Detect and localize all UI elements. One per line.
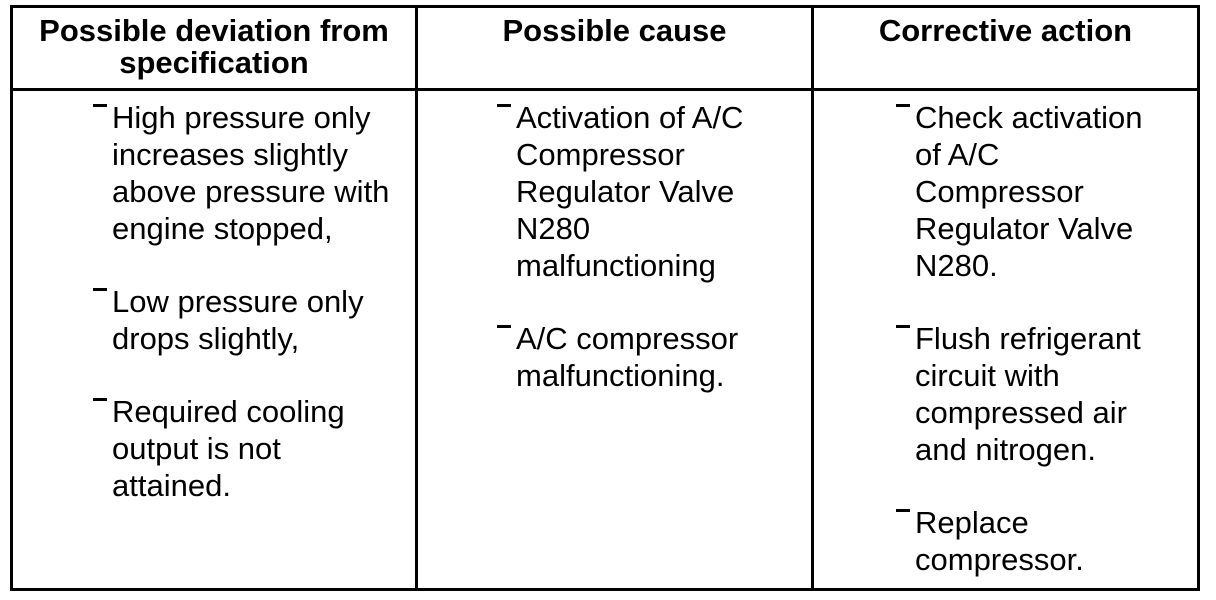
dash-bullet-icon — [896, 509, 910, 512]
dash-bullet-icon — [93, 398, 107, 401]
list-item — [112, 283, 415, 357]
list-item — [112, 393, 415, 504]
dash-bullet-icon — [896, 104, 910, 107]
list-item-text: Required cooling output is not attained. — [112, 394, 345, 503]
list-item — [915, 320, 1197, 468]
dash-bullet-icon — [93, 288, 107, 291]
header-action — [814, 8, 1197, 88]
list-item-text: Activation of A/C Compressor Regulator Valve N280 malfunctioning — [516, 100, 744, 283]
dash-bullet-icon — [896, 325, 910, 328]
cause-cell — [516, 91, 811, 588]
deviation-cell — [112, 91, 415, 588]
list-item-text: A/C compressor malfunctioning. — [516, 321, 739, 393]
list-item-text: Replace compressor. — [915, 505, 1084, 577]
dash-bullet-icon — [497, 104, 511, 107]
list-item — [112, 99, 415, 247]
list-item — [516, 99, 811, 284]
column-divider-1 — [415, 8, 418, 588]
header-cause-label: Possible cause — [502, 13, 727, 48]
header-action-label: Corrective action — [878, 13, 1133, 48]
list-item-text: Low pressure only drops slightly, — [112, 284, 364, 356]
list-item — [915, 504, 1197, 578]
dash-bullet-icon — [497, 325, 511, 328]
list-item-text: Check activation of A/C Compressor Regulator Valve N280. — [915, 100, 1143, 283]
header-cause — [418, 8, 811, 88]
action-cell — [915, 91, 1197, 588]
troubleshooting-table — [10, 5, 1200, 591]
header-deviation-label: Possible deviation from specification — [39, 13, 389, 80]
list-item — [915, 99, 1197, 284]
header-deviation — [13, 8, 415, 88]
list-item — [516, 320, 811, 394]
column-divider-2 — [811, 8, 814, 588]
list-item-text: Flush refrigerant circuit with compressed air and nitrogen. — [915, 321, 1141, 467]
list-item-text: High pressure only increases slightly above pressure with engine stopped, — [112, 100, 390, 246]
dash-bullet-icon — [93, 104, 107, 107]
